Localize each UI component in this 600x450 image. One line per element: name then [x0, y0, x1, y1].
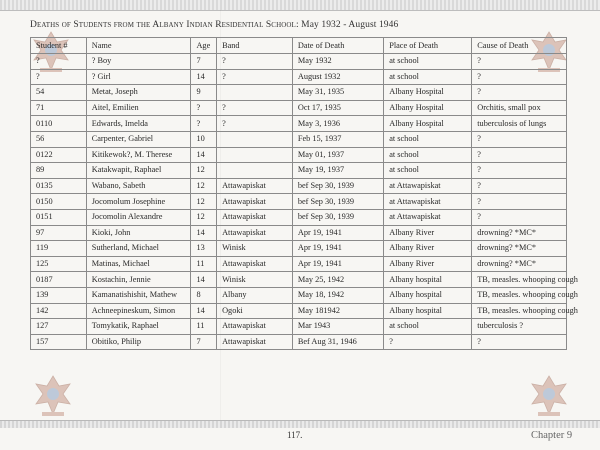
table-cell: Carpenter, Gabriel [86, 131, 191, 147]
table-cell: Attawapiskat [217, 319, 293, 335]
table-cell: ? [217, 100, 293, 116]
table-cell: Katakwapit, Raphael [86, 163, 191, 179]
table-cell: 157 [31, 334, 87, 350]
table-cell: 97 [31, 225, 87, 241]
page-number: 117. [287, 430, 303, 440]
table-cell: 119 [31, 241, 87, 257]
table-cell: 9 [191, 85, 217, 101]
table-cell [217, 163, 293, 179]
table-cell: Attawapiskat [217, 334, 293, 350]
table-cell: 125 [31, 256, 87, 272]
table-row [31, 147, 567, 163]
table-row [31, 303, 567, 319]
table-cell: ? [472, 69, 567, 85]
table-cell: ? [472, 334, 567, 350]
table-cell: Matinas, Michael [86, 256, 191, 272]
table-row [31, 85, 567, 101]
table-cell: Sutherland, Michael [86, 241, 191, 257]
table-cell: ? [217, 69, 293, 85]
table-cell: Wabano, Sabeth [86, 178, 191, 194]
table-cell: at Attawapiskat [384, 194, 472, 210]
table-cell: 0150 [31, 194, 87, 210]
table-cell: 56 [31, 131, 87, 147]
table-cell: Albany hospital [384, 272, 472, 288]
table-row [31, 69, 567, 85]
table-cell: 14 [191, 225, 217, 241]
table-cell: Tomykatik, Raphael [86, 319, 191, 335]
chapter-label: Chapter 9 [531, 430, 573, 441]
table-cell: at school [384, 147, 472, 163]
table-cell: Attawapiskat [217, 256, 293, 272]
table-cell: ? [472, 54, 567, 70]
table-cell: tuberculosis ? [472, 319, 567, 335]
table-cell: ? [472, 194, 567, 210]
table-row [31, 163, 567, 179]
table-cell: at Attawapiskat [384, 178, 472, 194]
table-cell: 89 [31, 163, 87, 179]
table-cell: ? [217, 116, 293, 132]
table-cell: Apr 19, 1941 [292, 256, 383, 272]
table-cell: Attawapiskat [217, 225, 293, 241]
table-cell: Albany hospital [384, 303, 472, 319]
table-cell: ? Girl [86, 69, 191, 85]
table-row [31, 319, 567, 335]
table-cell: Albany Hospital [384, 100, 472, 116]
table-cell: Aitel, Emilien [86, 100, 191, 116]
table-cell: 54 [31, 85, 87, 101]
table-header-row [31, 38, 567, 54]
table-cell: 11 [191, 256, 217, 272]
table-cell: 0135 [31, 178, 87, 194]
table-cell: bef Sep 30, 1939 [292, 194, 383, 210]
table-cell: ? [472, 147, 567, 163]
column-header: Student # [31, 38, 87, 54]
column-header: Date of Death [292, 38, 383, 54]
student-deaths-table [30, 37, 578, 350]
table-cell: May 3, 1936 [292, 116, 383, 132]
table-cell: Albany River [384, 241, 472, 257]
table-cell: bef Sep 30, 1939 [292, 178, 383, 194]
table-cell: May 1932 [292, 54, 383, 70]
table-cell: Achneepineskum, Simon [86, 303, 191, 319]
table-cell: at school [384, 163, 472, 179]
table-cell: at school [384, 319, 472, 335]
table-cell: Kostachin, Jennie [86, 272, 191, 288]
table-cell: 0110 [31, 116, 87, 132]
emblem-icon [32, 374, 74, 418]
table-row [31, 116, 567, 132]
table-cell: Bef Aug 31, 1946 [292, 334, 383, 350]
table-cell: Jocomolin Alexandre [86, 209, 191, 225]
table-row [31, 194, 567, 210]
column-header: Cause of Death [472, 38, 567, 54]
table-cell: Jocomolum Josephine [86, 194, 191, 210]
table-cell: Winisk [217, 241, 293, 257]
table-row [31, 209, 567, 225]
table-row [31, 178, 567, 194]
table-cell: 12 [191, 163, 217, 179]
table-cell: ? Boy [86, 54, 191, 70]
table-cell: 14 [191, 272, 217, 288]
table-cell: drowning? *MC* [472, 225, 567, 241]
table-cell: Feb 15, 1937 [292, 131, 383, 147]
table-row [31, 225, 567, 241]
table-cell: May 01, 1937 [292, 147, 383, 163]
table-cell: Albany hospital [384, 287, 472, 303]
table-cell: Oct 17, 1935 [292, 100, 383, 116]
table-cell: ? [472, 85, 567, 101]
table-row [31, 287, 567, 303]
table-cell: May 18, 1942 [292, 287, 383, 303]
table-cell [217, 147, 293, 163]
table-cell: at school [384, 54, 472, 70]
table-cell [217, 85, 293, 101]
table-cell: Albany [217, 287, 293, 303]
emblem-icon [528, 374, 570, 418]
table-cell: Albany River [384, 225, 472, 241]
table-cell: 14 [191, 303, 217, 319]
table-cell: 13 [191, 241, 217, 257]
bottom-border-band [0, 420, 600, 428]
table-cell: at school [384, 69, 472, 85]
table-cell: Kitikewok?, M. Therese [86, 147, 191, 163]
table-cell: 10 [191, 131, 217, 147]
table-cell: drowning? *MC* [472, 241, 567, 257]
top-border-band [0, 0, 600, 11]
table-cell: Kamanatishishit, Mathew [86, 287, 191, 303]
table-cell: Edwards, Imelda [86, 116, 191, 132]
table-cell: 11 [191, 319, 217, 335]
table-cell: Winisk [217, 272, 293, 288]
table-cell: ? [472, 209, 567, 225]
table-row [31, 272, 567, 288]
table-cell: 12 [191, 209, 217, 225]
table-cell: 139 [31, 287, 87, 303]
table-cell: 142 [31, 303, 87, 319]
table-row [31, 241, 567, 257]
table-cell: TB, measles. whooping cough [472, 287, 567, 303]
page-title [30, 20, 398, 30]
table-cell: ? [384, 334, 472, 350]
table-cell: Albany Hospital [384, 116, 472, 132]
table-cell: 8 [191, 287, 217, 303]
table-cell: 7 [191, 54, 217, 70]
table-cell: Mar 1943 [292, 319, 383, 335]
title-range: : May 1932 - August 1946 [295, 20, 399, 30]
table-cell: Metat, Joseph [86, 85, 191, 101]
table-cell: 0151 [31, 209, 87, 225]
title-prefix: Deaths of Students from the Albany Indian Residential School [30, 20, 296, 30]
table-cell: Kioki, John [86, 225, 191, 241]
table-cell: bef Sep 30, 1939 [292, 209, 383, 225]
table-cell: Albany Hospital [384, 85, 472, 101]
table-cell: ? [472, 178, 567, 194]
column-header: Age [191, 38, 217, 54]
table-row [31, 54, 567, 70]
table-cell: Orchitis, small pox [472, 100, 567, 116]
column-header: Band [217, 38, 293, 54]
table-row [31, 256, 567, 272]
table-cell: ? [191, 116, 217, 132]
table-row [31, 100, 567, 116]
table-row [31, 334, 567, 350]
table-cell: August 1932 [292, 69, 383, 85]
column-header: Name [86, 38, 191, 54]
table-cell: Apr 19, 1941 [292, 225, 383, 241]
table-row [31, 131, 567, 147]
table-cell: 12 [191, 194, 217, 210]
table-cell: May 31, 1935 [292, 85, 383, 101]
table-cell: drowning? *MC* [472, 256, 567, 272]
table-cell: ? [31, 54, 87, 70]
table-cell: Albany River [384, 256, 472, 272]
table-cell: tuberculosis of lungs [472, 116, 567, 132]
table-cell: Attawapiskat [217, 178, 293, 194]
table-cell: ? [191, 100, 217, 116]
column-header: Place of Death [384, 38, 472, 54]
table-cell: Attawapiskat [217, 209, 293, 225]
table-cell: ? [472, 131, 567, 147]
table-cell: May 25, 1942 [292, 272, 383, 288]
table-cell: ? [31, 69, 87, 85]
table-cell: Obitiko, Philip [86, 334, 191, 350]
table-cell: 0122 [31, 147, 87, 163]
table-cell: May 181942 [292, 303, 383, 319]
table-cell: 7 [191, 334, 217, 350]
table-cell: 127 [31, 319, 87, 335]
table-cell: May 19, 1937 [292, 163, 383, 179]
table-cell: 12 [191, 178, 217, 194]
table-cell: 14 [191, 147, 217, 163]
table-cell: ? [217, 54, 293, 70]
table-cell: Apr 19, 1941 [292, 241, 383, 257]
table-cell: Ogoki [217, 303, 293, 319]
table-cell: Attawapiskat [217, 194, 293, 210]
table-cell: TB, measles. whooping cough [472, 303, 567, 319]
table-cell [217, 131, 293, 147]
table-cell: 71 [31, 100, 87, 116]
table-cell: at Attawapiskat [384, 209, 472, 225]
table-cell: 14 [191, 69, 217, 85]
table-cell: at school [384, 131, 472, 147]
table-cell: TB, measles. whooping cough [472, 272, 567, 288]
table-cell: ? [472, 163, 567, 179]
table-cell: 0187 [31, 272, 87, 288]
